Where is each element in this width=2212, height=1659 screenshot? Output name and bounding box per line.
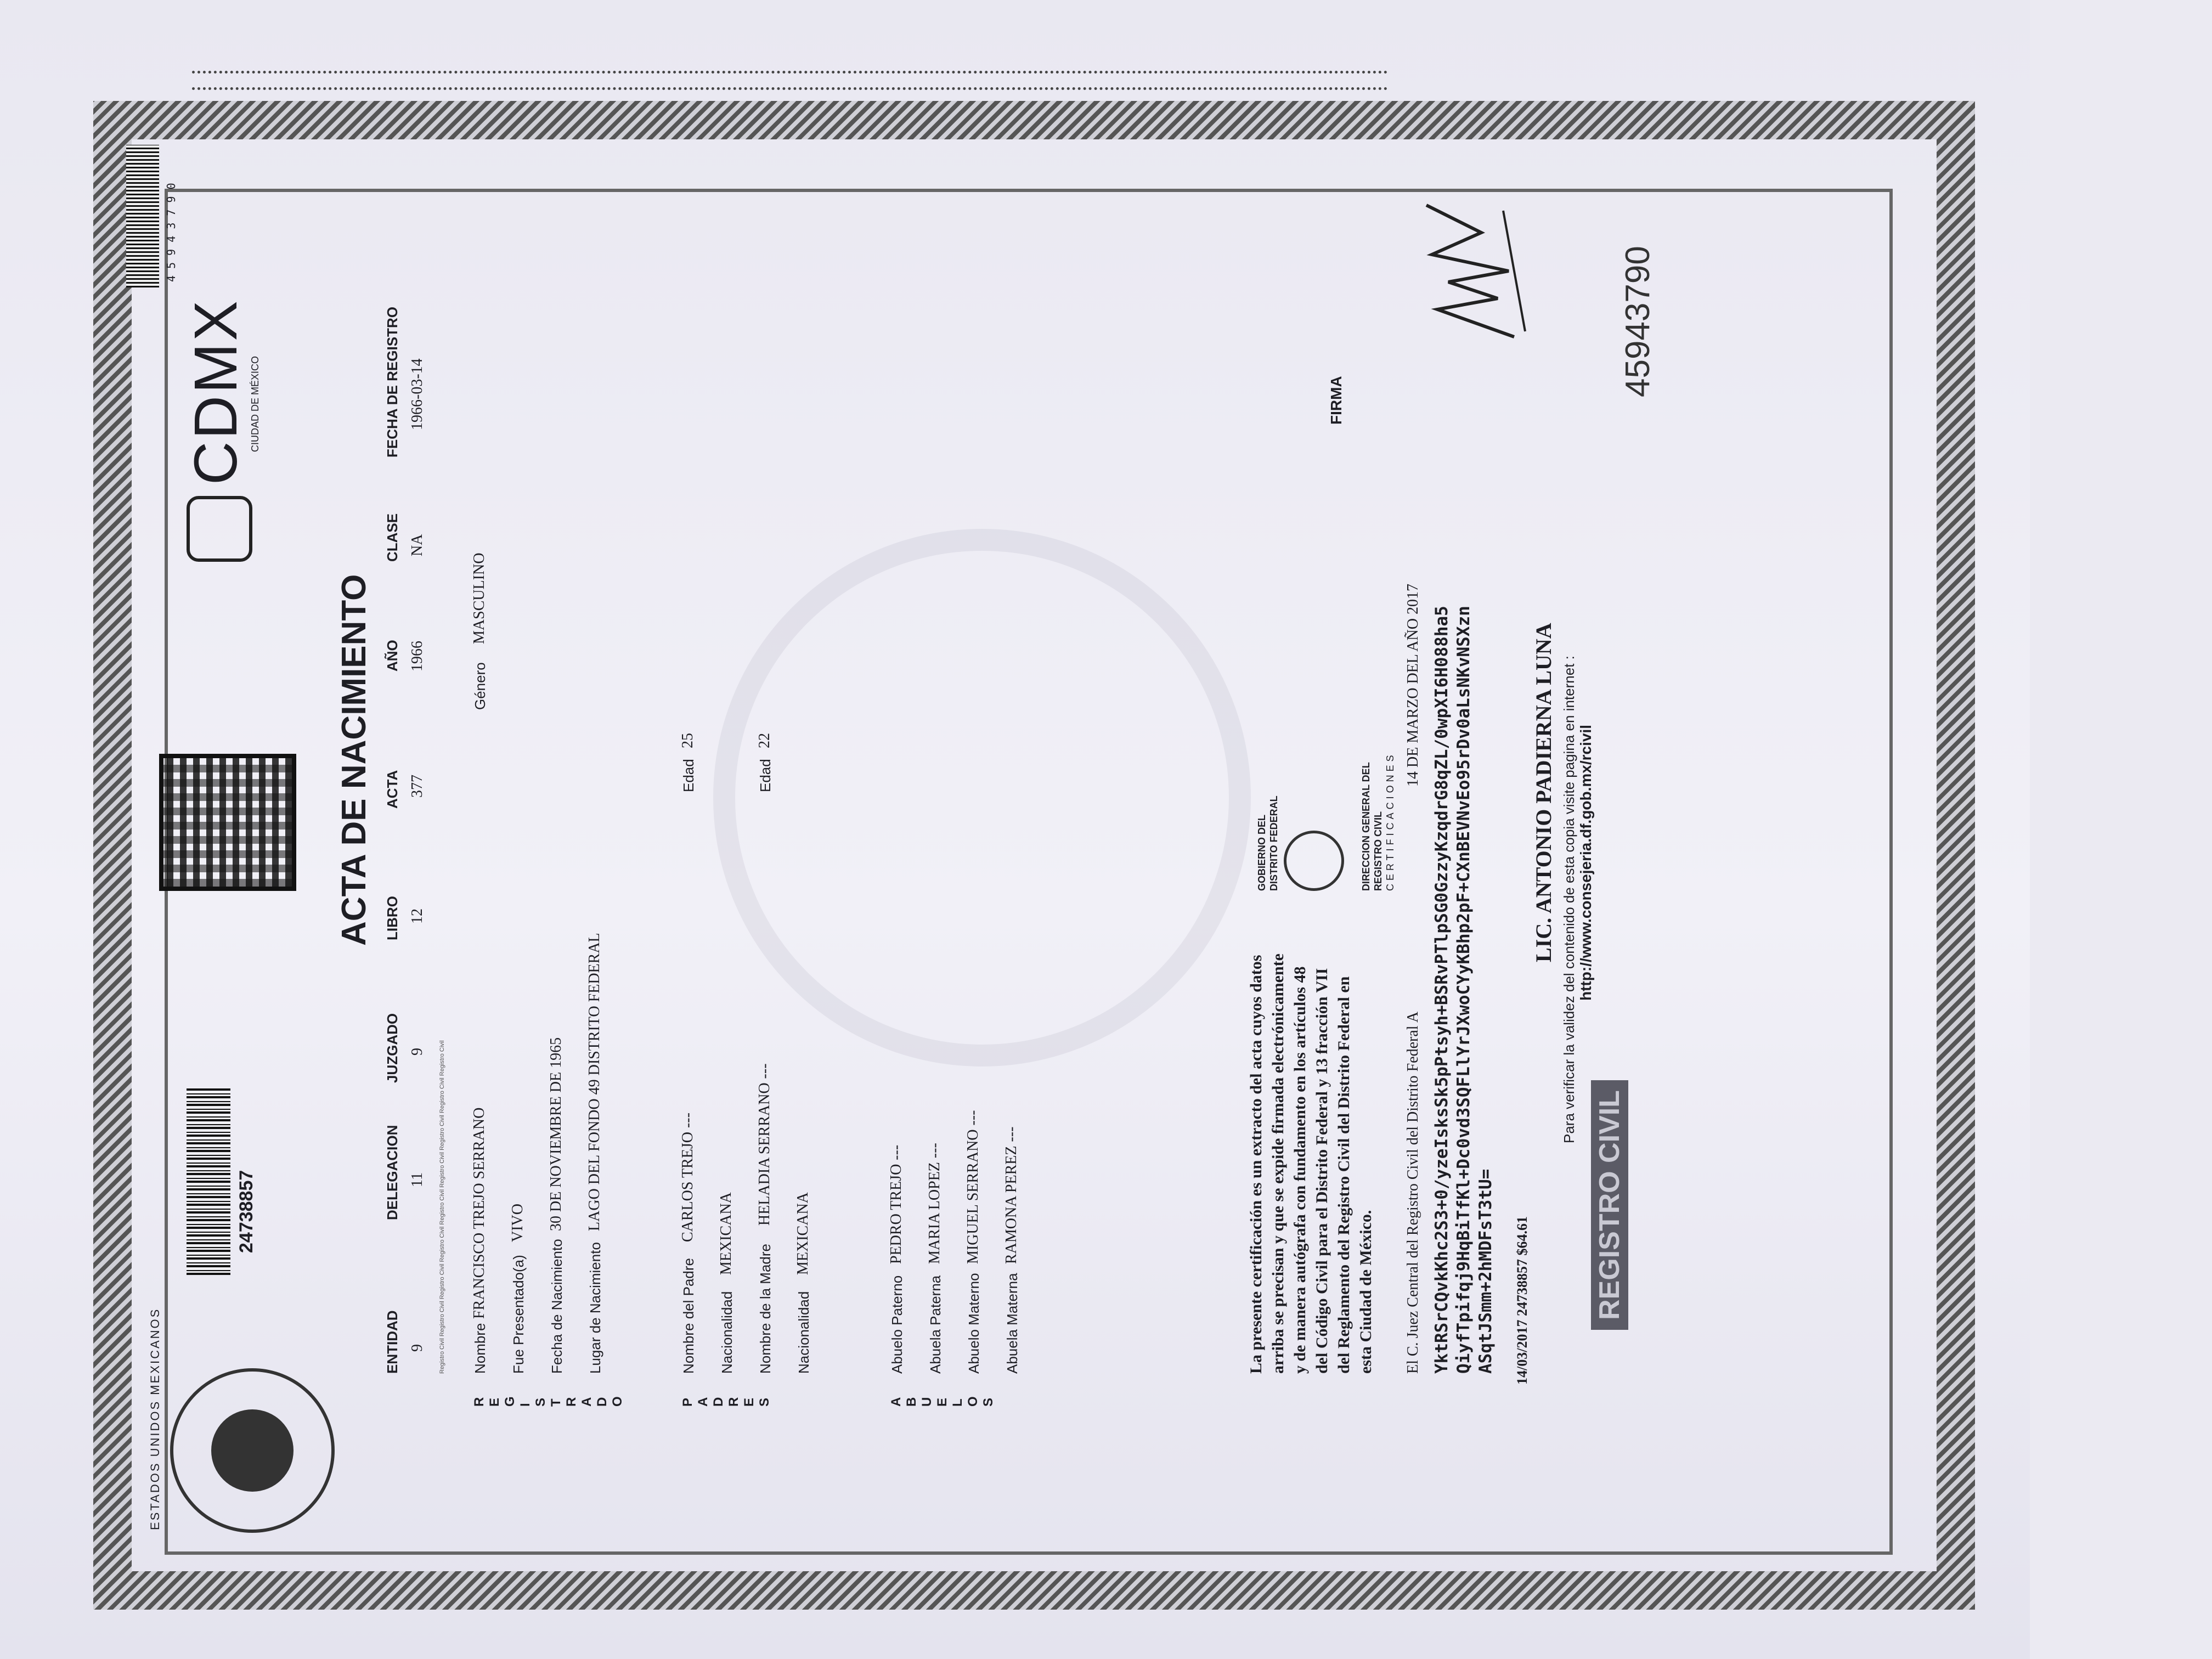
val-libro: 12: [409, 909, 426, 924]
signature-mark: [1415, 200, 1536, 342]
padre-edad-label: Edad: [680, 759, 697, 792]
abuelo-paterno-value: PEDRO TREJO ---: [888, 1144, 905, 1264]
dotted-line-a: [192, 86, 1388, 91]
barcode-number: 24738857: [236, 1170, 257, 1253]
abuela-materna-value: RAMONA PEREZ ---: [1003, 1126, 1020, 1264]
fecha-nacimiento-label: Fecha de Nacimiento: [549, 1239, 565, 1374]
serial-barcode: [126, 145, 159, 287]
watermark-seal: [713, 529, 1251, 1066]
microtext-line: Registro Civil Registro Civil Registro Civil Registro Civil Registro Civil Registro Civil Registro Civil Registro Civil Registro Civil: [439, 1040, 445, 1374]
barcode: [187, 1088, 230, 1275]
col-fecha-registro: FECHA DE REGISTRO: [384, 307, 400, 458]
document-title: ACTA DE NACIMIENTO: [335, 574, 373, 946]
juez-line: El C. Juez Central del Registro Civil del Distrito Federal A: [1404, 1011, 1421, 1374]
padre-label: Nombre del Padre: [680, 1258, 697, 1374]
col-juzgado: JUZGADO: [384, 1013, 400, 1083]
hash-line-3: ASqtJSmm+2hMDFsT3tU=: [1476, 1169, 1496, 1374]
madre-label: Nombre de la Madre: [757, 1244, 774, 1374]
side-label-abuelos: A B U E L O S: [889, 1396, 996, 1407]
side-label-padres: P A D R E S: [680, 1397, 772, 1407]
cdmx-logo-text: CDMX: [182, 298, 250, 485]
col-clase: CLASE: [384, 513, 400, 562]
col-entidad: ENTIDAD: [384, 1310, 400, 1374]
nombre-value: FRANCISCO TREJO SERRANO: [471, 1107, 488, 1319]
serial-small: 4 5 9 4 3 7 9 0: [165, 183, 178, 282]
fue-presentado-value: VIVO: [509, 1204, 526, 1242]
val-acta: 377: [409, 775, 426, 798]
certificacion-line-3: y de manera autógrafa con fundamento en los artículos 48: [1291, 966, 1309, 1374]
signer-name: LIC. ANTONIO PADIERNA LUNA: [1531, 623, 1556, 962]
abuelo-paterno-label: Abuelo Paterno: [889, 1275, 905, 1374]
nombre-label: Nombre: [472, 1323, 488, 1374]
padre-edad-value: 25: [679, 733, 696, 748]
abuela-materna-label: Abuela Materna: [1004, 1273, 1020, 1374]
side-label-registrado: R E G I S T R A D O: [472, 1396, 625, 1407]
abuela-paterna-label: Abuela Paterna: [927, 1275, 944, 1374]
col-acta: ACTA: [384, 770, 400, 809]
dotted-line-b: [192, 70, 1388, 74]
padre-nacionalidad-label: Nacionalidad: [719, 1291, 735, 1374]
val-fecha-registro: 1966-03-14: [409, 358, 426, 430]
folio-number: 45943790: [1619, 246, 1657, 397]
abuelo-materno-label: Abuelo Materno: [966, 1273, 982, 1374]
certificacion-line-5: del Reglamento del Registro Civil del Distrito Federal en: [1335, 976, 1353, 1374]
padre-nacionalidad-value: MEXICANA: [718, 1192, 735, 1275]
certificacion-line-2: arriba se precisan y que se expide firmada electrónicamente: [1269, 953, 1287, 1374]
col-delegacion: DELEGACION: [384, 1125, 400, 1220]
col-libro: LIBRO: [384, 896, 400, 940]
genero-value: MASCULINO: [471, 552, 488, 644]
val-ano: 1966: [409, 641, 426, 672]
qr-code: [159, 754, 296, 891]
verify-url[interactable]: http://www.consejeria.df.gob.mx/rcivil: [1577, 724, 1594, 1001]
col-ano: AÑO: [384, 640, 400, 672]
verify-text: Para verificar la validez del contenido de esta copia visite pagina en internet :: [1561, 656, 1577, 1143]
abuela-paterna-value: MARIA LOPEZ ---: [926, 1143, 943, 1264]
fecha-expedicion: 14 DE MARZO DEL AÑO 2017: [1404, 584, 1421, 787]
direccion-line-3: CERTIFICACIONES: [1385, 752, 1396, 891]
val-delegacion: 11: [409, 1172, 426, 1187]
fue-presentado-label: Fue Presentado(a): [510, 1255, 527, 1374]
cdmx-subtext: CIUDAD DE MÉXICO: [250, 356, 261, 452]
hash-line-1: YktRSrCQvkKhc2S3+0/yzeIsksSk5pPtsyh+BSRvPTlpSG0GzzyKzqdrG8qZL/0wpXI6H088ha5: [1432, 606, 1452, 1374]
lugar-nacimiento-value: LAGO DEL FONDO 49 DISTRITO FEDERAL: [586, 933, 603, 1231]
madre-nacionalidad-value: MEXICANA: [794, 1192, 811, 1275]
fecha-nacimiento-value: 30 DE NOVIEMBRE DE 1965: [548, 1037, 565, 1231]
government-seal-icon: [1284, 831, 1344, 891]
padre-value: CARLOS TREJO ---: [679, 1113, 696, 1242]
val-clase: NA: [409, 534, 426, 556]
certificacion-line-1: La presente certificación es un extracto del acta cuyos datos: [1247, 955, 1265, 1374]
cdmx-logo-icon: [187, 496, 252, 562]
madre-nacionalidad-label: Nacionalidad: [795, 1291, 812, 1374]
madre-edad-value: 22: [756, 733, 773, 748]
certificacion-line-6: esta Ciudad de México.: [1357, 1210, 1375, 1374]
lugar-nacimiento-label: Lugar de Nacimiento: [587, 1242, 603, 1374]
hash-line-2: QiyfTpifqj9HqBiTfKl+Dc0vd3SQFLlYrJXwoCYyKBhp2pF+CXnBEVNvEo95rDv0aLsNKvNSXzn: [1454, 606, 1474, 1374]
gobierno-line-1: GOBIERNO DEL: [1256, 814, 1267, 891]
genero-label: Género: [472, 662, 488, 710]
madre-edad-label: Edad: [757, 759, 774, 792]
footer-ref: 14/03/2017 24738857 $64.61: [1514, 1216, 1530, 1385]
firma-label: FIRMA: [1328, 376, 1345, 425]
abuelo-materno-value: MIGUEL SERRANO ---: [964, 1110, 981, 1264]
national-emblem-icon: [170, 1368, 335, 1533]
registro-civil-stamp: REGISTRO CIVIL: [1591, 1080, 1628, 1330]
certificacion-line-4: del Código Civil para el Distrito Federal y 13 fracción VII: [1313, 968, 1331, 1374]
emblem-text: ESTADOS UNIDOS MEXICANOS: [148, 1307, 162, 1530]
gobierno-line-2: DISTRITO FEDERAL: [1268, 795, 1279, 891]
direccion-line-2: REGISTRO CIVIL: [1373, 811, 1384, 891]
madre-value: HELADIA SERRANO ---: [756, 1063, 773, 1226]
val-juzgado: 9: [409, 1048, 426, 1056]
direccion-line-1: DIRECCION GENERAL DEL: [1361, 762, 1372, 891]
val-entidad: 9: [409, 1344, 426, 1352]
